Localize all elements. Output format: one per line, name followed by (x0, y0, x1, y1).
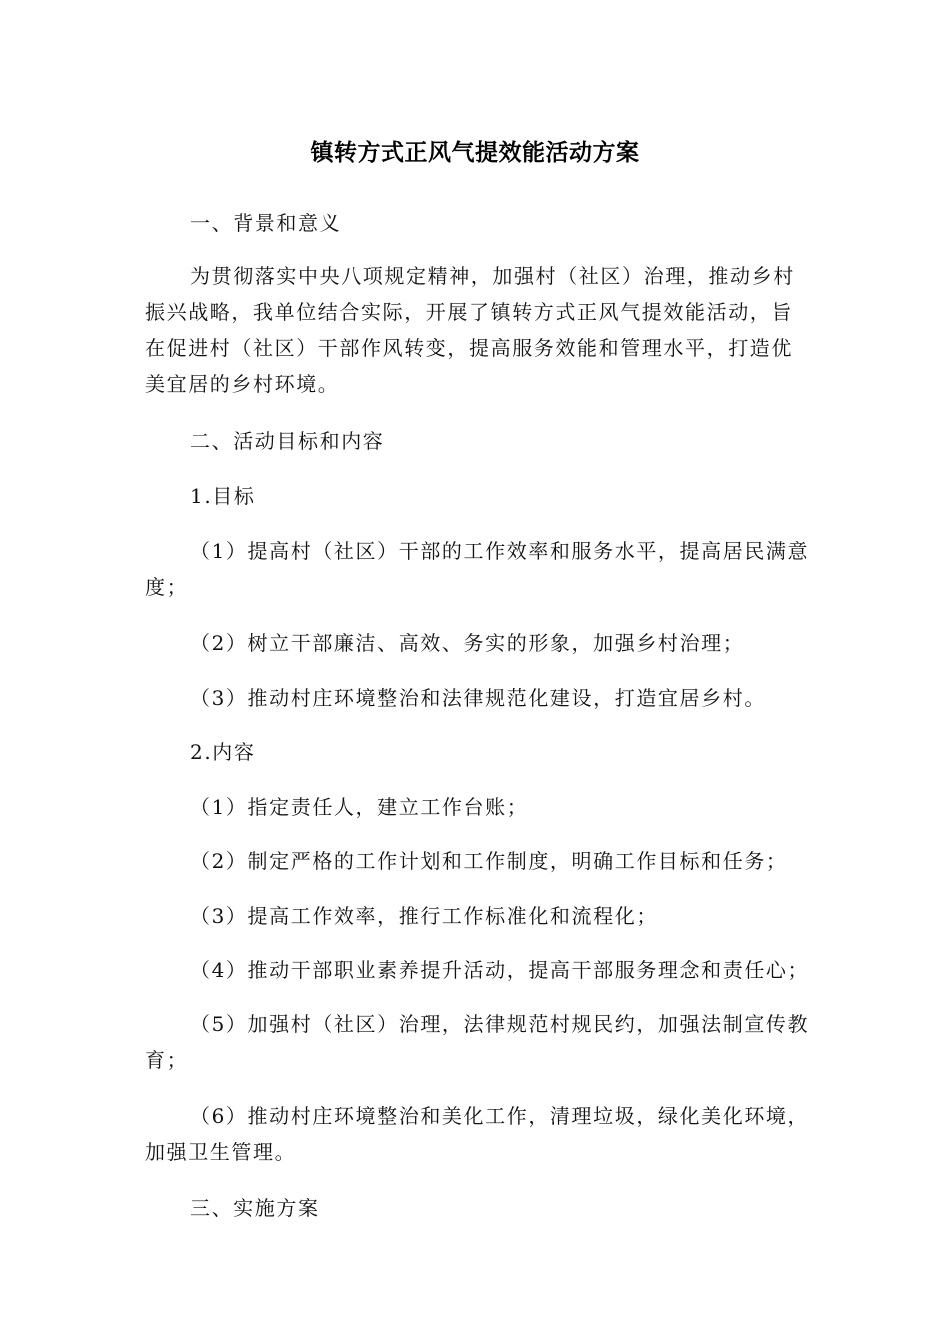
section-heading-implementation: 三、实施方案 (190, 1196, 320, 1220)
section-heading-goals-content: 二、活动目标和内容 (190, 429, 385, 453)
content-item-3: （3）提高工作效率，推行工作标准化和流程化； (190, 904, 658, 928)
subheading-goals: 1.目标 (190, 484, 256, 508)
goal-item-2: （2）树立干部廉洁、高效、务实的形象，加强乡村治理； (190, 631, 745, 655)
content-item-2: （2）制定严格的工作计划和工作制度，明确工作目标和任务； (190, 849, 788, 873)
paragraph-background: 为贯彻落实中央八项规定精神，加强村（社区）治理，推动乡村振兴战略，我单位结合实际，开展了镇转方式正风气提效能活动，旨在促进村（社区）干部作风转变，提高服务效能和管理水平，打造优美宜居的乡村环境。 (145, 264, 795, 396)
goal-item-3: （3）推动村庄环境整治和法律规范化建设，打造宜居乡村。 (190, 686, 766, 710)
content-item-4: （4）推动干部职业素养提升活动，提高干部服务理念和责任心； (190, 958, 810, 982)
document-title: 镇转方式正风气提效能活动方案 (310, 140, 640, 166)
content-item-1: （1）指定责任人，建立工作台账； (190, 795, 529, 819)
goal-item-1: （1）提高村（社区）干部的工作效率和服务水平，提高居民满意度； (145, 539, 810, 599)
content-item-6: （6）推动村庄环境整治和美化工作，清理垃圾，绿化美化环境，加强卫生管理。 (145, 1104, 810, 1164)
subheading-content: 2.内容 (190, 740, 256, 764)
content-item-5: （5）加强村（社区）治理，法律规范村规民约，加强法制宣传教育； (145, 1012, 810, 1072)
section-heading-background: 一、背景和意义 (190, 211, 342, 235)
